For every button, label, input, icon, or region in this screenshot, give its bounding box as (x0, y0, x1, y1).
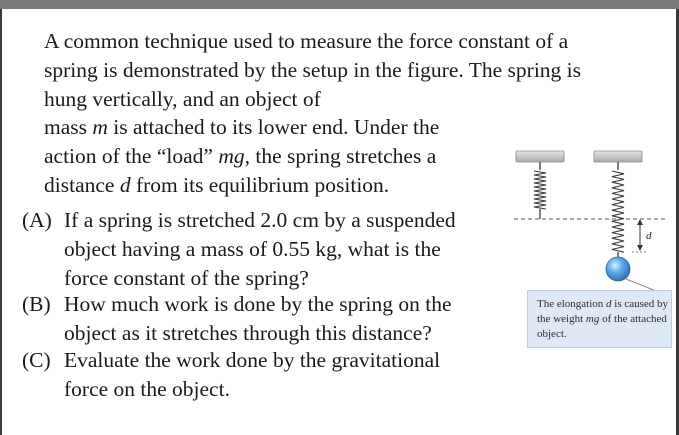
arrow-head-bottom (637, 245, 643, 251)
question-line: object as it stretches through this distance? (64, 321, 432, 345)
intro-line (44, 142, 439, 171)
question-body (64, 346, 440, 404)
spring-coil-right (612, 171, 624, 252)
caption-text: of the attached object. (537, 313, 667, 340)
question-label: (C) (22, 348, 51, 372)
intro-line (44, 171, 439, 200)
question-line: How much work is done by the spring on the (64, 292, 452, 316)
d-label: d (646, 230, 652, 242)
question-body (64, 290, 452, 348)
ceiling-mount-right (594, 151, 642, 162)
intro-text: is attached to its lower end. Under the (107, 115, 440, 139)
spring-coil-left (534, 171, 546, 209)
top-bar (0, 0, 679, 9)
hanging-mass (606, 257, 630, 281)
caption-text: The elongation (537, 298, 607, 310)
intro-line: spring is demonstrated by the setup in the figure. The spring is (44, 58, 582, 82)
intro-line: hung vertically, and an object of (44, 87, 321, 111)
intro-text: , the spring stretches a (244, 144, 437, 168)
left-edge (0, 9, 2, 435)
question-line: If a spring is stretched 2.0 cm by a suspended (64, 208, 456, 232)
caption-variable-d: d (606, 298, 612, 310)
intro-text: mass (44, 115, 93, 139)
intro-paragraph (44, 27, 581, 114)
question-label: (B) (22, 292, 51, 316)
caption-variable-mg: mg (585, 313, 600, 325)
question-line: force constant of the spring? (64, 266, 309, 290)
intro-text: from its equilibrium position. (130, 173, 390, 197)
intro-paragraph-continued (44, 113, 439, 200)
intro-line: A common technique used to measure the force constant of a (44, 29, 569, 53)
arrow-head-top (637, 219, 643, 225)
question-line: force on the object. (64, 377, 230, 401)
question-body (64, 206, 456, 293)
intro-text: distance (44, 173, 120, 197)
intro-text: action of the “load” (44, 144, 219, 168)
variable-mg: mg (218, 144, 245, 168)
question-label: (A) (22, 208, 52, 232)
caption-text: is caused by the weight (537, 298, 669, 325)
question-line: Evaluate the work done by the gravitational (64, 348, 441, 372)
ceiling-mount-left (516, 151, 564, 162)
figure-caption (527, 290, 672, 348)
question-line: object having a mass of 0.55 kg, what is the (64, 237, 441, 261)
variable-d: d (119, 173, 131, 197)
intro-line (44, 113, 439, 142)
variable-m: m (92, 115, 108, 139)
